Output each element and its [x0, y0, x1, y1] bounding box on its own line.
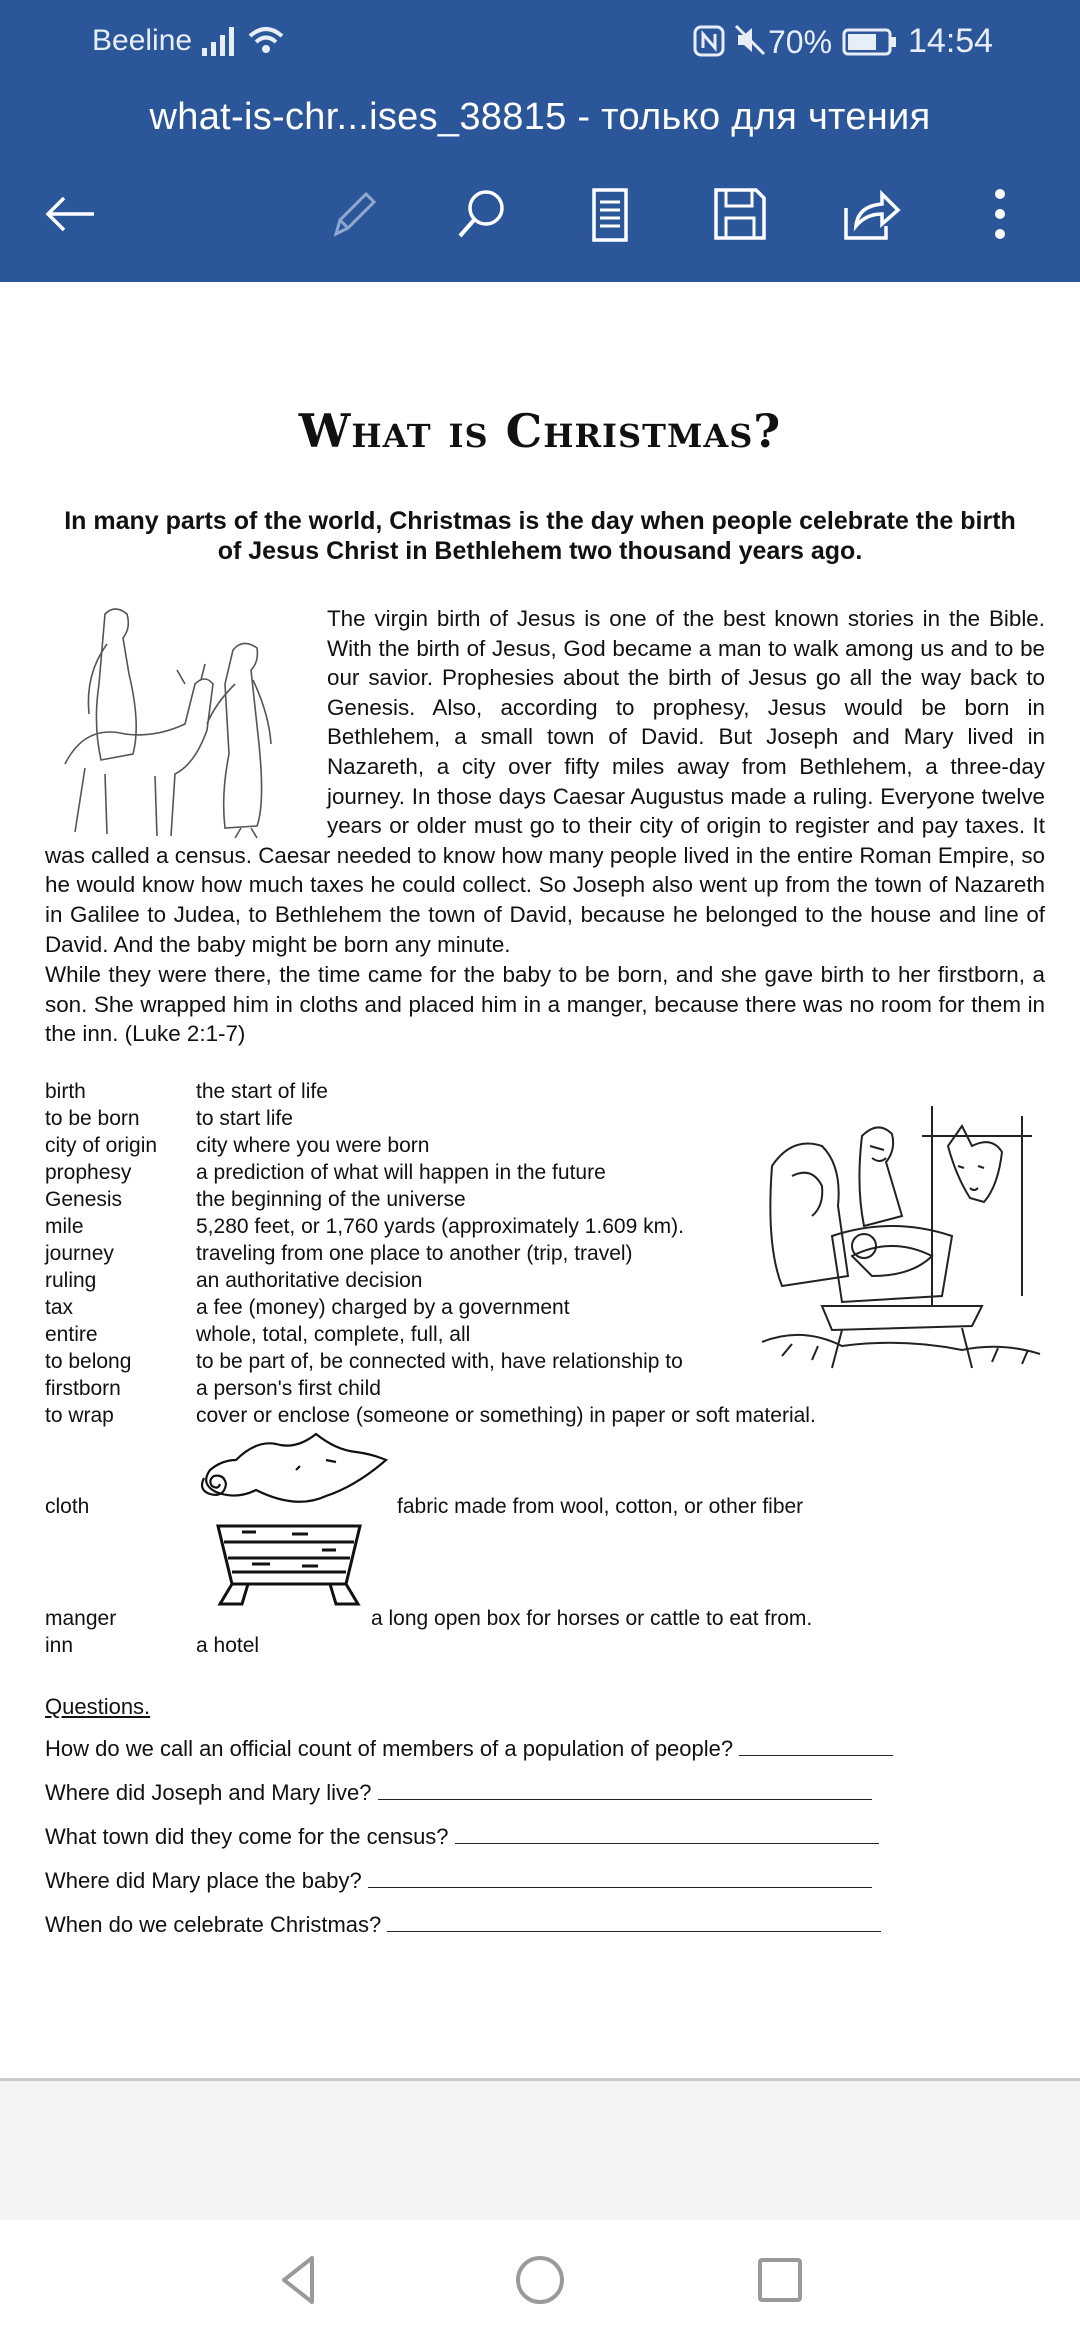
battery-percent: 70%	[768, 24, 833, 60]
vocab-definition: the beginning of the universe	[196, 1188, 466, 1211]
vocab-definition: a person's first child	[196, 1377, 381, 1400]
vocab-term: prophesy	[45, 1161, 132, 1184]
vocab-term: firstborn	[45, 1377, 121, 1400]
save-icon[interactable]	[708, 182, 772, 246]
answer-blank	[378, 1780, 872, 1800]
mary-joseph-donkey-illustration	[45, 604, 327, 840]
home-circle-icon[interactable]	[510, 2250, 570, 2310]
question-item	[45, 1912, 881, 1938]
wifi-icon	[246, 22, 286, 58]
vocab-term: tax	[45, 1296, 74, 1319]
status-bar	[0, 0, 1080, 86]
vocab-row	[45, 1321, 785, 1348]
vocab-definition: whole, total, complete, full, all	[196, 1323, 471, 1346]
manger-illustration	[212, 1520, 366, 1608]
vocab-row	[45, 1078, 785, 1105]
cloth-definition: fabric made from wool, cotton, or other fiber	[397, 1495, 804, 1518]
story-paragraph-2: While they were there, the time came for the baby to be born, and she gave birth to her firstborn, a son. She wrapped him in cloths and placed him in a manger, because there was no room for them in the inn. (Luke 2:1-7)	[45, 962, 1045, 1047]
vocab-definition: the start of life	[196, 1080, 328, 1103]
question-text: When do we celebrate Christmas?	[45, 1912, 382, 1937]
vocab-row	[45, 1186, 785, 1213]
story-paragraph-1	[45, 604, 1045, 959]
question-text: What town did they come for the census?	[45, 1824, 449, 1849]
cloth-illustration	[196, 1430, 392, 1512]
vocab-row	[45, 1132, 785, 1159]
inn-term: inn	[45, 1634, 74, 1657]
vocab-term: mile	[45, 1215, 84, 1238]
vocab-term: to belong	[45, 1350, 132, 1373]
reading-view-icon[interactable]	[578, 182, 642, 246]
more-options-icon[interactable]	[968, 182, 1032, 246]
vocab-row	[45, 1159, 785, 1186]
question-item	[45, 1824, 879, 1850]
vocab-row	[45, 1240, 785, 1267]
clock: 14:54	[908, 22, 994, 60]
vocab-term: to be born	[45, 1107, 140, 1130]
inn-definition: a hotel	[196, 1634, 260, 1657]
vocab-row	[45, 1402, 816, 1429]
vocab-term: journey	[45, 1242, 114, 1265]
vocab-term: entire	[45, 1323, 98, 1346]
manger-term: manger	[45, 1607, 117, 1630]
search-icon[interactable]	[450, 182, 514, 246]
vocab-definition: traveling from one place to another (trip, travel)	[196, 1242, 633, 1265]
battery-icon	[842, 28, 898, 56]
mute-icon	[732, 22, 768, 58]
answer-blank	[455, 1824, 879, 1844]
vocabulary-list	[45, 1078, 816, 1429]
nfc-icon	[692, 24, 726, 58]
worksheet-title: What is Christmas?	[298, 404, 782, 458]
question-text: How do we call an official count of members of a population of people?	[45, 1736, 734, 1761]
questions-heading: Questions.	[45, 1694, 151, 1719]
vocab-term: birth	[45, 1080, 86, 1103]
answer-blank	[387, 1912, 881, 1932]
question-item	[45, 1868, 872, 1894]
vocab-definition: 5,280 feet, or 1,760 yards (approximately 1.609 km).	[196, 1215, 684, 1238]
question-item	[45, 1780, 872, 1806]
recents-square-icon[interactable]	[750, 2250, 810, 2310]
document-page[interactable]	[0, 282, 1080, 2078]
document-background	[0, 2081, 1080, 2220]
share-icon[interactable]	[838, 182, 902, 246]
vocab-definition: city where you were born	[196, 1134, 430, 1157]
question-text: Where did Joseph and Mary live?	[45, 1780, 372, 1805]
vocab-definition: to be part of, be connected with, have relationship to	[196, 1350, 683, 1373]
vocab-row	[45, 1348, 785, 1375]
vocab-term: ruling	[45, 1269, 97, 1292]
vocab-term: city of origin	[45, 1134, 158, 1157]
vocab-row	[45, 1375, 785, 1402]
system-nav-bar	[0, 2220, 1080, 2340]
carrier-name: Beeline	[92, 24, 193, 57]
intro-text: In many parts of the world, Christmas is the day when people celebrate the birth of Jesus Christ in Bethlehem two thousand years ago.	[64, 507, 1016, 565]
back-triangle-icon[interactable]	[270, 2250, 330, 2310]
manger-definition: a long open box for horses or cattle to eat from.	[371, 1607, 813, 1630]
question-text: Where did Mary place the baby?	[45, 1868, 362, 1893]
vocab-row	[45, 1294, 785, 1321]
edit-pencil-icon[interactable]	[322, 182, 386, 246]
vocab-definition: to start life	[196, 1107, 293, 1130]
cloth-term: cloth	[45, 1495, 90, 1518]
signal-icon	[200, 24, 240, 58]
vocab-definition: a fee (money) charged by a government	[196, 1296, 570, 1319]
vocab-definition: a prediction of what will happen in the future	[196, 1161, 606, 1184]
app-toolbar	[0, 86, 1080, 282]
vocab-definition: cover or enclose (someone or something) in paper or soft material.	[196, 1404, 816, 1427]
document-title: what-is-chr...ises_38815 - только для чтения	[149, 96, 931, 138]
vocab-definition: an authoritative decision	[196, 1269, 423, 1292]
back-arrow-icon[interactable]	[38, 182, 102, 246]
question-item	[45, 1736, 893, 1762]
vocab-term: to wrap	[45, 1404, 114, 1427]
vocab-term: Genesis	[45, 1188, 123, 1211]
answer-blank	[368, 1868, 872, 1888]
vocab-row	[45, 1267, 785, 1294]
nativity-scene-illustration	[752, 1106, 1042, 1374]
answer-blank	[739, 1736, 893, 1756]
vocab-row	[45, 1105, 785, 1132]
story-paragraph-1-text: The virgin birth of Jesus is one of the best known stories in the Bible. With the birth of Jesus, God became a man to walk among us and to be our savior. Prophesies about the birth of Jesus go all the way back to Genesis. Also, according to prophesy, Jesus would be born in Bethlehem, a small town of David. But Joseph and Mary lived in Nazareth, a city over fifty miles away from Bethlehem, a three-day journey. In those days Caesar Augustus made a ruling. Everyone twelve years or older must go to their city of origin to register and pay taxes. It was called a census. Caesar needed to know how many people lived in the entire Roman Empire, so he would know how much taxes he could collect. So Joseph also went up from the town of Nazareth in Galilee to Judea, to Bethlehem the town of David, because he belonged to the house and line of David. And the baby might be born any minute.	[45, 606, 1045, 957]
vocab-row	[45, 1213, 785, 1240]
